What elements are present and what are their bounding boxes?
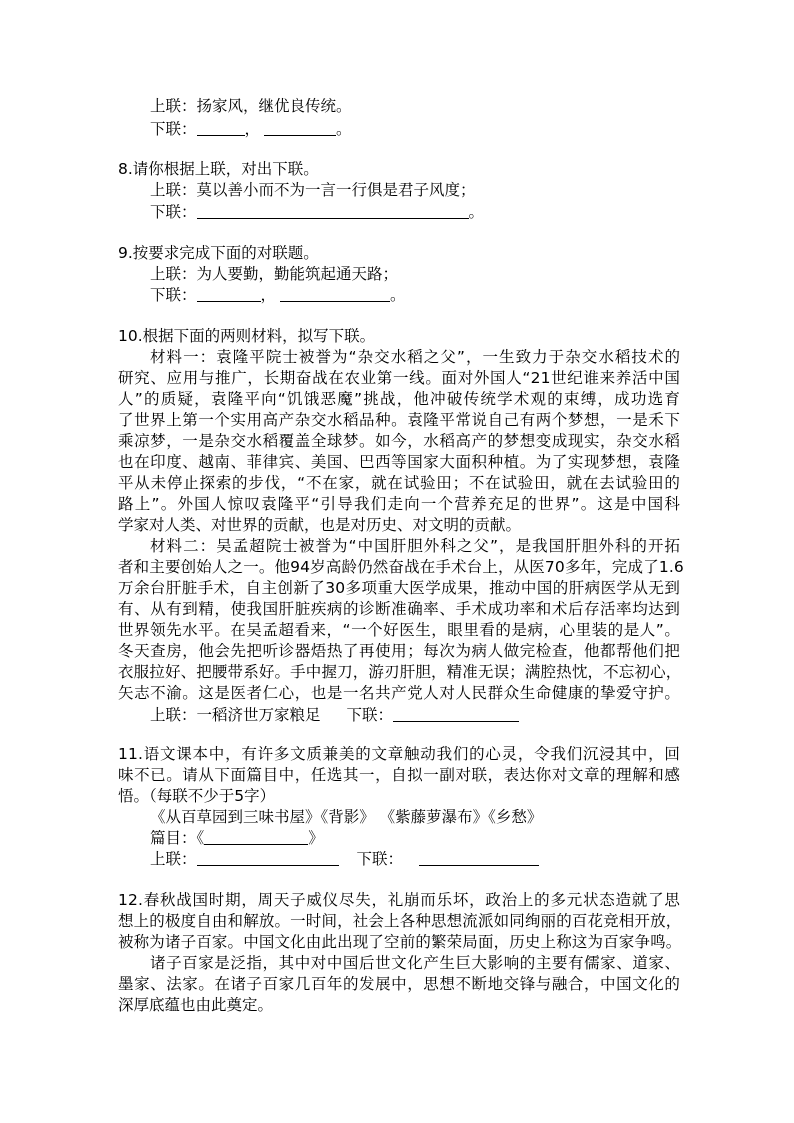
q11-article-titles: 《从百草园到三味书屋》《背影》 《紫藤萝瀑布》《乡愁》	[150, 808, 543, 826]
q7-answer-blank-2[interactable]	[264, 120, 336, 136]
q11-article-blank[interactable]	[204, 829, 308, 845]
q8-upper-couplet: 上联：莫以善小而不为一言一行俱是君子风度；	[150, 181, 476, 199]
q9-upper-couplet: 上联：为人要勤，勤能筑起通天路；	[150, 265, 399, 283]
q8-lower-couplet: 下联： 。	[150, 203, 485, 221]
q11-upper-blank[interactable]	[197, 850, 339, 866]
q11-prompt-line-3: 悟。（每联不少于5字）	[118, 787, 276, 805]
q7-answer-blank-1[interactable]	[197, 120, 245, 136]
q10-couplet: 上联：一稻济世万家粮足 下联：	[150, 705, 519, 725]
q10-answer-blank[interactable]	[393, 706, 519, 722]
q8-answer-blank[interactable]	[197, 203, 469, 219]
q11-article-choice: 篇目：《 》	[150, 829, 324, 847]
q11-prompt-line-2: 味不已。请从下面篇目中，任选其一，自拟一副对联，表达你对文章的理解和感	[118, 766, 680, 784]
q9-prompt: 9.按要求完成下面的对联题。	[118, 244, 319, 262]
q11-lower-blank[interactable]	[419, 850, 539, 866]
q9-lower-couplet: 下联： ， 。	[150, 286, 406, 304]
q7-lower-couplet: 下联： ， 。	[150, 120, 352, 138]
q11-prompt-line-1: 11.语文课本中，有许多文质兼美的文章触动我们的心灵，令我们沉浸其中，回	[118, 745, 680, 763]
q11-couplet: 上联： 下联：	[150, 849, 539, 869]
q9-answer-blank-1[interactable]	[197, 286, 261, 302]
q9-answer-blank-2[interactable]	[280, 286, 390, 302]
q7-upper-couplet: 上联：扬家风，继优良传统。	[150, 97, 352, 115]
q7-lower-label: 下联：	[150, 120, 197, 138]
q10-prompt: 10.根据下面的两则材料，拟写下联。	[118, 327, 376, 345]
q8-prompt: 8.请你根据上联，对出下联。	[118, 160, 319, 178]
document-page: 上联：扬家风，继优良传统。 下联： ， 。 8.请你根据上联，对出下联。 上联：莫以善小而不为一言一行俱是君子风度； 下联： 。 9.按要求完成下面的对联题。 上联：为人要勤，勤能筑起通天路； 下联： ， 。 10.根据下面的两则材料，拟写下联。 材料一：袁隆平院士被誉为“杂交水稻之父”，一生致力于杂交水稻技术的 研究、应用与推广，长期奋战在农业第一线。面对外国人“21世纪谁来养活中国 人”的质疑，袁隆平向“饥饿恶魔”挑战，他冲破传统学术观的束缚，成功选育 了世界上第一个实用高产杂交水稻品种。袁隆平常说自己有两个梦想，一是禾下 乘凉梦，一是杂交水稻覆盖全球梦。如今，水稻高产的梦想变成现实，杂交水稻 也在印度、越南、菲律宾、美国、巴西等国家大面积种植。为了实现梦想，袁隆 平从未停止探索的步伐，“不在家，就在试验田；不在试验田，就在去试验田的 路上”。外国人惊叹袁隆平“引导我们走向一个营养充足的世界”。这是中国科 学家对人类、对世界的贡献，也是对历史、对文明的贡献。 材料二：吴孟超院士被誉为“中国肝胆外科之父”，是我国肝胆外科的开拓 者和主要创始人之一。他94岁高龄仍然奋战在手术台上，从医70多年，完成了1.6 万余台肝脏手术，自主创新了30多项重大医学成果，推动中国的肝病医学从无到 有、从有到精，使我国肝脏疾病的诊断准确率、手术成功率和术后存活率均达到 世界领先水平。在吴孟超看来，“一个好医生，眼里看的是病，心里装的是人”。 冬天查房，他会先把听诊器焐热了再使用；每次为病人做完检查，他都帮他们把 衣服拉好、把腰带系好。手中握刀，游刃肝胆，精准无误；满腔热忱，不忘初心， 矢志不渝。这是医者仁心，也是一名共产党人对人民群众生命健康的挚爱守护。 上联：一稻济世万家粮足 下联： 11.语文课本中，有许多文质兼美的文章触动我们的心灵，令我们沉浸其中，回 味不已。请从下面篇目中，任选其一，自拟一副对联，表达你对文章的理解和感 悟。（每联不少于5字） 《从百草园到三味书屋》《背影》 《紫藤萝瀑布》《乡愁》 篇目：《 》 上联： 下联： 12.春秋战国时期，周天子威仪尽失，礼崩而乐坏，政治上的多元状态造就了思 想上的极度自由和解放。一时间，社会上各种思想流派如同绚丽的百花竞相开放， 被称为诸子百家。中国文化由此出现了空前的繁荣局面，历史上称这为百家争鸣。 诸子百家是泛指，其中对中国后世文化产生巨大影响的主要有儒家、道家、 墨家、法家。在诸子百家几百年的发展中，思想不断地交锋与融合，中国文化的 深厚底蕴也由此奠定。	[118, 97, 684, 1014]
q10-upper-couplet: 上联：一稻济世万家粮足	[150, 706, 321, 724]
